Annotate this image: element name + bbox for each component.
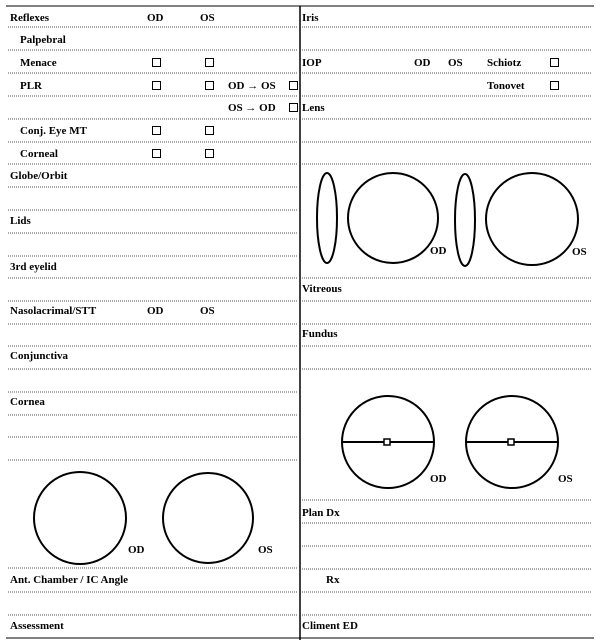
plan-dx-label: Plan Dx [302,507,340,519]
schiotz-label: Schiotz [487,57,522,69]
plr-os-to-od-checkbox[interactable] [289,103,298,112]
lens-diagram-os [455,173,578,266]
plr-od-to-os-checkbox[interactable] [289,81,298,90]
lens-front-view-os [486,173,578,265]
lids-label: Lids [10,215,31,227]
palpebral-label: Palpebral [20,34,66,46]
cornea-label: Cornea [10,396,45,408]
nasolacrimal-od-label: OD [147,305,164,317]
lens-label: Lens [302,102,325,114]
assessment-label: Assessment [10,620,64,632]
cornea-od-label: OD [128,544,145,556]
iris-label: Iris [302,12,319,24]
plr-od-checkbox[interactable] [152,81,161,90]
third-eyelid-label: 3rd eyelid [10,261,57,273]
lens-side-view-od [317,173,337,263]
cornea-diagram-od [34,472,126,564]
nasolacrimal-os-label: OS [200,305,215,317]
lens-diagram-od [317,173,438,263]
lens-os-label: OS [572,246,587,258]
corneal-label: Corneal [20,148,58,160]
corneal-od-checkbox[interactable] [152,149,161,158]
corneal-os-checkbox[interactable] [205,149,214,158]
conjunctiva-label: Conjunctiva [10,350,69,362]
left-row-lines [8,27,298,615]
tonovet-checkbox[interactable] [550,81,559,90]
plr-os-checkbox[interactable] [205,81,214,90]
client-ed-label: Climent ED [302,620,358,632]
cornea-diagram-os [163,473,253,563]
fundus-diagram-os [466,396,558,488]
right-row-lines [302,27,592,615]
menace-label: Menace [20,57,57,69]
fundus-diagram-od [342,396,434,488]
cornea-os-label: OS [258,544,273,556]
plr-label: PLR [20,80,42,92]
plr-os-to-od-label: OS → OD [228,102,276,114]
reflexes-os-header: OS [200,12,215,24]
fundus-os-label: OS [558,473,573,485]
rx-label: Rx [326,574,340,586]
reflexes-od-header: OD [147,12,164,24]
nasolacrimal-label: Nasolacrimal/STT [10,305,97,317]
fundus-od-label: OD [430,473,447,485]
lens-front-view-od [348,173,438,263]
menace-os-checkbox[interactable] [205,58,214,67]
fundus-label: Fundus [302,328,338,340]
menace-od-checkbox[interactable] [152,58,161,67]
ant-chamber-label: Ant. Chamber / IC Angle [10,574,129,586]
consensual-od-checkbox[interactable] [152,126,161,135]
lens-side-view-os [455,174,475,266]
reflexes-label: Reflexes [10,12,50,24]
plr-od-to-os-label: OD → OS [228,80,276,92]
vitreous-label: Vitreous [302,283,342,295]
iop-od-label: OD [414,57,431,69]
schiotz-checkbox[interactable] [550,58,559,67]
lens-od-label: OD [430,245,447,257]
iop-label: IOP [302,57,322,69]
globe-orbit-label: Globe/Orbit [10,170,68,182]
consensual-label: Conj. Eye MT [20,125,87,137]
consensual-os-checkbox[interactable] [205,126,214,135]
tonovet-label: Tonovet [487,80,525,92]
iop-os-label: OS [448,57,463,69]
